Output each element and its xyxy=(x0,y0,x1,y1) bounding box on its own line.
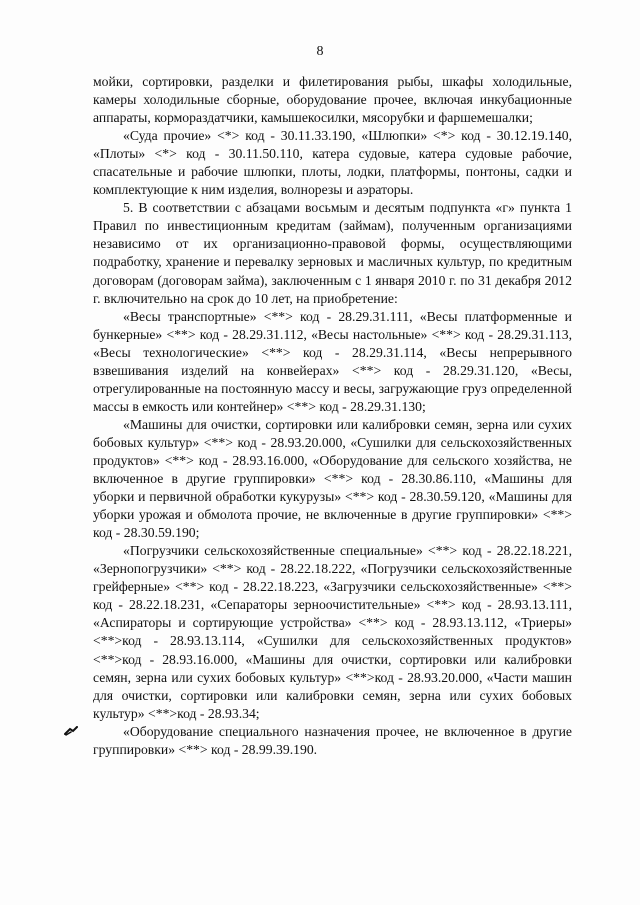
paragraph-scales: «Весы транспортные» <**> код - 28.29.31.111, «Весы платформенные и бункерные» <**> код - 28.29.31.112, «Весы настольные» <**> код - 28.29.31.113, «Весы технологические» <**> код - 28.29.31.114, «Весы непрерывного взвешивания изделий на конвейерах» <**> код - 28.29.31.120, «Весы, отрегулированные на постоянную массу и весы, загружающие груз определенной массы в емкость или контейнер» <**> код - 28.29.31.130; xyxy=(93,308,572,414)
paragraph-special-equipment: «Оборудование специального назначения прочее, не включенное в другие группировки» <**> код - 28.99.39.190. xyxy=(93,723,572,757)
document-body xyxy=(93,73,572,759)
paragraph-loaders-separators: «Погрузчики сельскохозяйственные специальные» <**> код - 28.22.18.221, «Зернопогрузчики» <**> код - 28.22.18.222, «Погрузчики сельскохозяйственные грейферные» <**> код - 28.22.18.223, «Загрузчики сельскохозяйственные» <**> код - 28.22.18.231, «Сепараторы зерноочистительные» <**> код - 28.93.13.111, «Аспираторы и сортирующие устройства» <**> код - 28.93.13.112, «Триеры» <**>код - 28.93.13.114, «Сушилки для сельскохозяйственных продуктов» <**>код - 28.93.16.000, «Машины для очистки, сортировки или калибровки семян, зерна или сухих бобовых культур» <**>код - 28.93.20.000, «Части машин для очистки, сортировки или калибровки семян, зерна или сухих бобовых культур» <**>код - 28.93.34; xyxy=(93,543,572,721)
page-number: 8 xyxy=(316,44,324,59)
handwritten-pen-mark-icon xyxy=(64,726,78,736)
paragraph-section-5: 5. В соответствии с абзацами восьмым и десятым подпункта «г» пункта 1 Правил по инвестиционным кредитам (займам), полученным организациями независимо от их организационно-правовой формы, осуществляющими подработку, хранение и перевалку зерновых и масличных культур, по кредитным договорам (договорам займа), заключенным с 1 января 2010 г. по 31 декабря 2012 г. включительно на срок до 10 лет, на приобретение: xyxy=(93,200,572,306)
paragraph-vessels: «Суда прочие» <*> код - 30.11.33.190, «Шлюпки» <*> код - 30.12.19.140, «Плоты» <*> код - 30.11.50.110, катера судовые, катера судовые рабочие, спасательные и рабочие шлюпки, плоты, лодки, платформы, понтоны, садки и комплектующие к ним изделия, волнорезы и аэраторы. xyxy=(93,128,572,198)
paragraph-equipment-list-continued: мойки, сортировки, разделки и филетирования рыбы, шкафы холодильные, камеры холодильные сборные, оборудование прочее, включая инкубационные аппараты, кормораздатчики, камышекосилки, мясорубки и фаршемешалки; xyxy=(93,74,572,126)
paragraph-seed-cleaning-machines: «Машины для очистки, сортировки или калибровки семян, зерна или сухих бобовых культур» <**> код - 28.93.20.000, «Сушилки для сельскохозяйственных продуктов» <**> код - 28.93.16.000, «Оборудование для сельского хозяйства, не включенное в другие группировки» <**> код - 28.30.86.110, «Машины для уборки и первичной обработки кукурузы» <**> код - 28.30.59.120, «Машины для уборки урожая и обмолота прочие, не включенные в другие группировки» <**> код - 28.30.59.190; xyxy=(93,416,572,541)
